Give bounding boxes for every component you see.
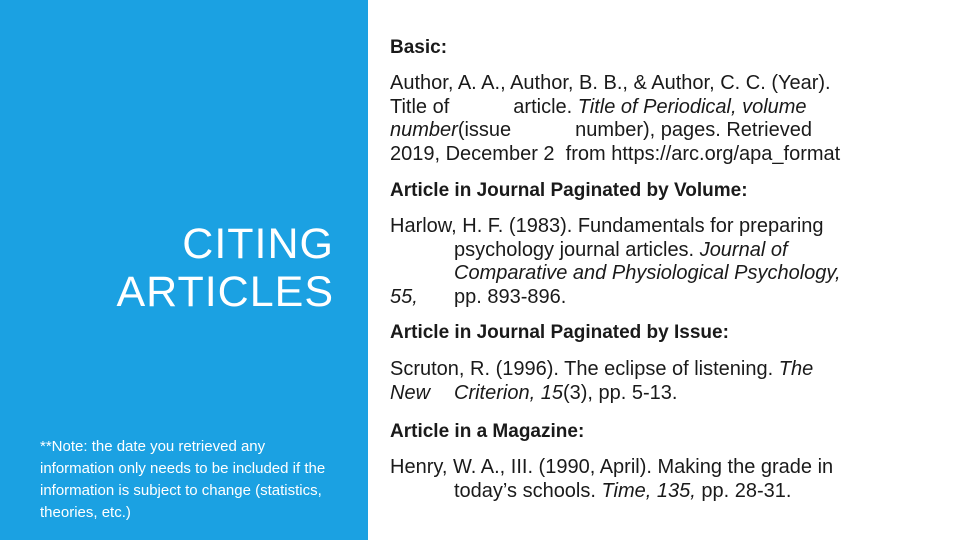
issue-author-title: Scruton, R. (1996). The eclipse of listening. <box>390 358 779 380</box>
volume-line-1: Harlow, H. F. (1983). Fundamentals for preparing <box>390 215 824 237</box>
slide-title-line-2: ARTICLES <box>116 268 334 316</box>
issue-reference <box>390 358 813 405</box>
volume-heading: Article in Journal Paginated by Volume: <box>390 180 748 201</box>
basic-issue-word: (issue <box>457 119 512 141</box>
issue-pages: (3), pp. 5-13. <box>562 381 678 404</box>
basic-line-2 <box>390 96 840 120</box>
basic-heading: Basic: <box>390 37 448 58</box>
basic-number-word: number <box>390 119 458 141</box>
volume-journal-name: Comparative and Physiological Psychology, <box>454 262 841 284</box>
magazine-pages: pp. 28-31. <box>695 479 792 502</box>
basic-article-word: article. <box>513 95 578 118</box>
volume-reference <box>390 215 841 309</box>
volume-pages: pp. 893-896. <box>454 285 567 308</box>
basic-retrieved-date: 2019, December 2 <box>390 142 555 165</box>
title-panel <box>0 0 368 540</box>
slide-title-line-1: CITING <box>182 220 334 268</box>
magazine-reference <box>390 456 833 503</box>
magazine-line-1: Henry, W. A., III. (1990, April). Making the grade in <box>390 456 834 478</box>
issue-line-1 <box>390 358 813 382</box>
basic-pages-retrieved: number), pages. Retrieved <box>575 119 812 141</box>
issue-journal-new: New <box>390 381 431 404</box>
basic-line-1: Author, A. A., Author, B. B., & Author, C. C. (Year). <box>390 72 831 94</box>
issue-heading: Article in Journal Paginated by Issue: <box>390 322 729 343</box>
issue-journal-start: The <box>778 358 814 380</box>
basic-url: from https://arc.org/apa_format <box>565 142 841 165</box>
magazine-heading: Article in a Magazine: <box>390 421 585 442</box>
volume-number: 55, <box>390 285 418 308</box>
volume-line-4 <box>390 286 841 310</box>
basic-periodical: Title of Periodical, volume <box>577 95 807 118</box>
magazine-line-2 <box>390 480 833 504</box>
retrieval-date-note: **Note: the date you retrieved any information only needs to be included if the information is subject to change (statistics, theories, etc.) <box>40 438 326 521</box>
volume-journal-start: Journal of <box>699 238 788 261</box>
basic-title-word: Title of <box>390 95 450 118</box>
slide-title <box>117 220 335 316</box>
basic-line-3 <box>390 119 840 143</box>
issue-journal-rest: Criterion, 15 <box>454 381 563 404</box>
issue-line-2 <box>390 382 813 406</box>
volume-line-2-text: psychology journal articles. <box>454 238 700 261</box>
magazine-schools: today’s schools. <box>454 479 602 502</box>
citation-examples <box>390 0 950 540</box>
basic-line-4 <box>390 143 840 167</box>
volume-line-2 <box>390 239 841 263</box>
magazine-title: Time, 135, <box>601 479 696 502</box>
basic-reference <box>390 72 840 166</box>
